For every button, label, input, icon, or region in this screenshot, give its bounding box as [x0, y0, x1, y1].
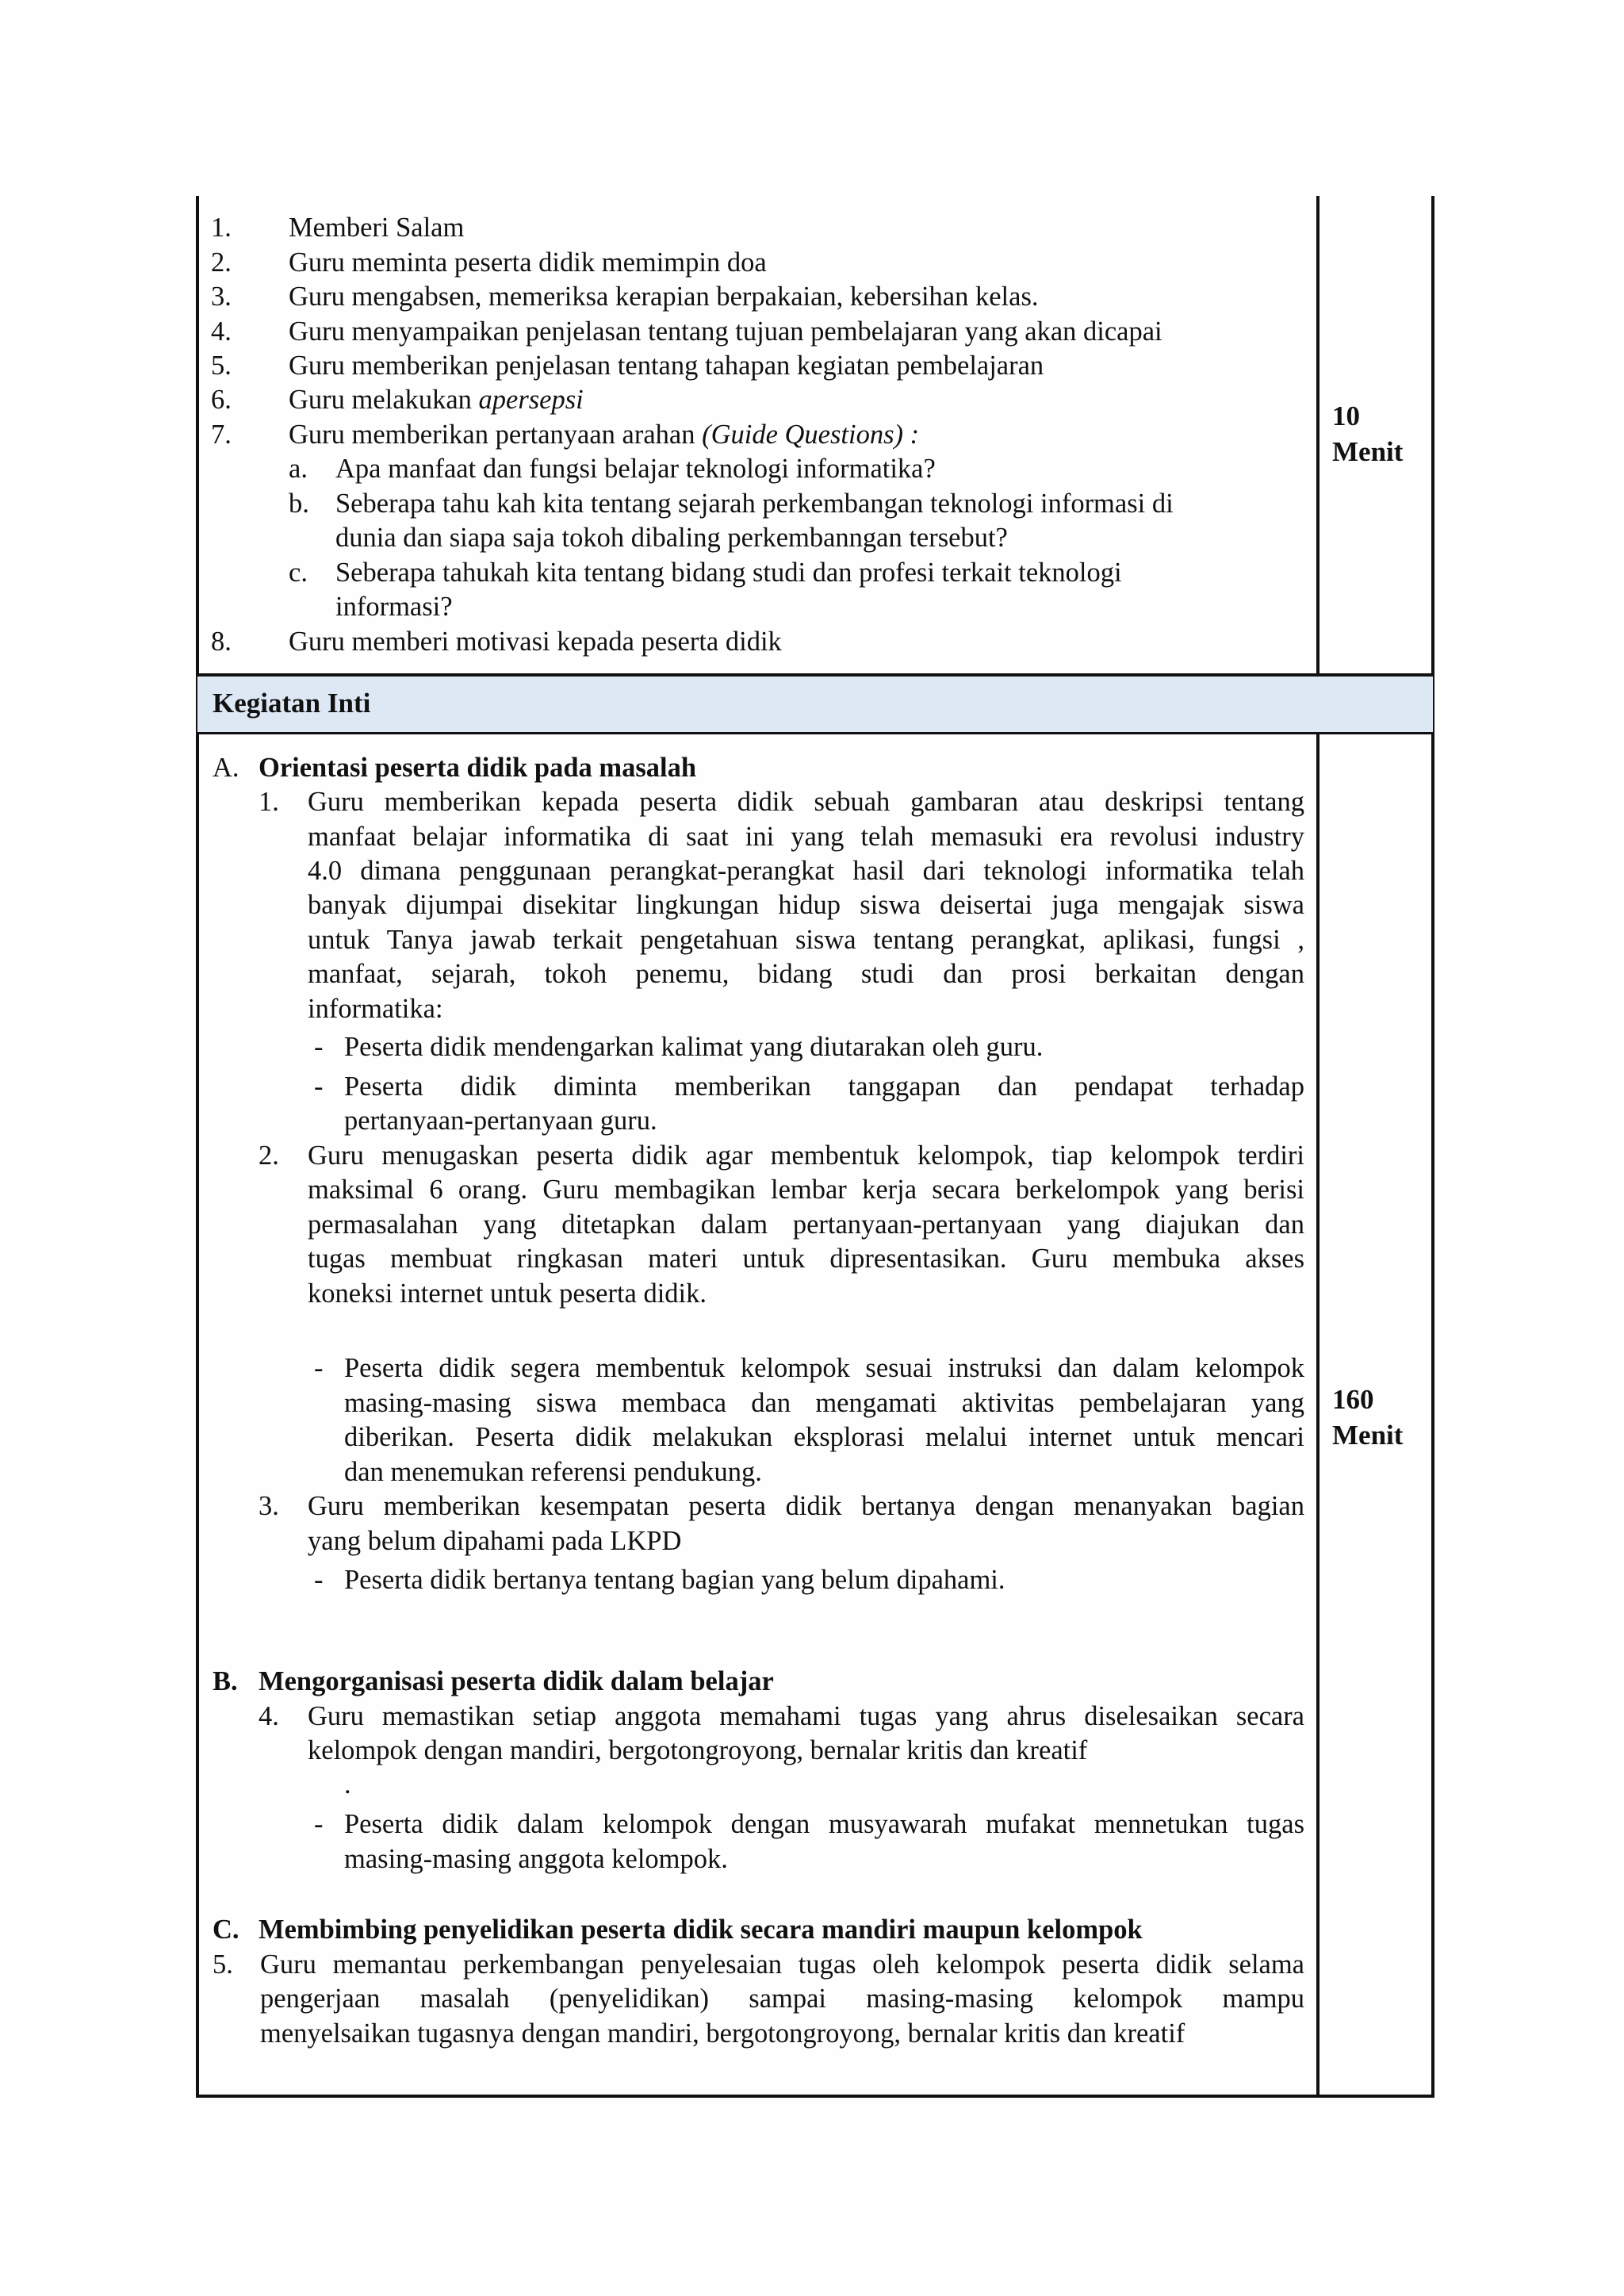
- bullet-text: Peserta didik bertanya tentang bagian yang belum dipahami.: [344, 1565, 1005, 1595]
- sublist-text: Seberapa tahu kah kita tentang sejarah perkembangan teknologi informasi di: [335, 489, 1174, 519]
- list-number: 3.: [211, 282, 232, 312]
- bullet-text: Peserta didik segera membentuk kelompok sesuai instruksi dan dalam kelompok: [344, 1353, 1304, 1383]
- kegiatan-inti-header-band: [197, 675, 1433, 734]
- sublist-text: dunia dan siapa saja tokoh dibaling perkembanngan tersebut?: [335, 523, 1008, 553]
- list-number: 2.: [211, 247, 232, 278]
- step-text-line: banyak dijumpai disekitar lingkungan hidup siswa deisertai juga mengajak siswa: [308, 890, 1304, 920]
- bullet-dash: -: [314, 1353, 324, 1383]
- step-text-line: untuk Tanya jawab terkait pengetahuan siswa tentang perangkat, aplikasi, fungsi ,: [308, 925, 1304, 955]
- list-item-text-plain: Guru melakukan: [289, 385, 479, 415]
- step-text-line: Guru memantau perkembangan penyelesaian tugas oleh kelompok peserta didik selama: [260, 1949, 1304, 1980]
- list-item-text: Guru mengabsen, memeriksa kerapian berpakaian, kebersihan kelas.: [289, 282, 1039, 312]
- step-text-line: kelompok dengan mandiri, bergotongroyong, bernalar kritis dan kreatif: [308, 1735, 1088, 1765]
- list-number: 5.: [211, 351, 232, 381]
- section-letter: B.: [213, 1666, 238, 1696]
- time-unit: Menit: [1332, 1420, 1404, 1451]
- sublist-letter: a.: [289, 454, 308, 484]
- step-text-line: Guru memberikan kesempatan peserta didik bertanya dengan menanyakan bagian: [308, 1491, 1304, 1521]
- bullet-dash: -: [314, 1071, 324, 1102]
- time-column-divider-bottom: [1316, 734, 1320, 2098]
- section-header-kegiatan-inti: Kegiatan Inti: [213, 688, 371, 719]
- time-column-divider-top: [1316, 196, 1320, 675]
- list-number: 7.: [211, 420, 232, 450]
- section-title: Mengorganisasi peserta didik dalam belajar: [259, 1666, 774, 1696]
- sublist-text: informasi?: [335, 592, 453, 622]
- step-number: 3.: [259, 1491, 279, 1521]
- bullet-text: dan menemukan referensi pendukung.: [344, 1457, 762, 1487]
- bullet-text: diberikan. Peserta didik melakukan eksplorasi melalui internet untuk mencari: [344, 1422, 1304, 1452]
- step-text-line: koneksi internet untuk peserta didik.: [308, 1278, 707, 1309]
- table-bottom-border: [196, 2095, 1434, 2098]
- section-letter: A.: [213, 753, 239, 783]
- step-text-line: Guru memberikan kepada peserta didik sebuah gambaran atau deskripsi tentang: [308, 787, 1304, 817]
- bullet-text: Peserta didik diminta memberikan tanggapan dan pendapat terhadap: [344, 1071, 1304, 1102]
- list-number: 4.: [211, 316, 232, 347]
- time-unit: Menit: [1332, 436, 1404, 467]
- step-text-line: maksimal 6 orang. Guru membagikan lembar kerja secara berkelompok yang berisi: [308, 1175, 1304, 1205]
- list-item-text-italic: apersepsi: [478, 385, 584, 415]
- step-number: 1.: [259, 787, 279, 817]
- table-left-border: [196, 196, 199, 2098]
- step-text-line: menyelsaikan tugasnya dengan mandiri, bergotongroyong, bernalar kritis dan kreatif: [260, 2018, 1185, 2049]
- sublist-letter: b.: [289, 489, 309, 519]
- bullet-dash: -: [314, 1032, 324, 1062]
- step-text-line: manfaat, sejarah, tokoh penemu, bidang studi dan prosi berkaitan dengan: [308, 959, 1304, 989]
- step-text-line: Guru menugaskan peserta didik agar membentuk kelompok, tiap kelompok terdiri: [308, 1140, 1304, 1171]
- sublist-text: Seberapa tahukah kita tentang bidang studi dan profesi terkait teknologi: [335, 558, 1122, 588]
- step-number: 4.: [259, 1701, 279, 1731]
- list-item-text: Guru memberi motivasi kepada peserta didik: [289, 627, 782, 657]
- step-text-line: yang belum dipahami pada LKPD: [308, 1526, 682, 1556]
- sublist-text: Apa manfaat dan fungsi belajar teknologi informatika?: [335, 454, 936, 484]
- list-item-text-plain: Guru memberikan pertanyaan arahan: [289, 420, 703, 450]
- bullet-text: masing-masing anggota kelompok.: [344, 1844, 728, 1874]
- bullet-text: Peserta didik mendengarkan kalimat yang diutarakan oleh guru.: [344, 1032, 1044, 1062]
- step-text-line: 4.0 dimana penggunaan perangkat-perangkat hasil dari teknologi informatika telah: [308, 856, 1304, 886]
- bullet-text: masing-masing siswa membaca dan mengamati aktivitas pembelajaran yang: [344, 1388, 1304, 1418]
- list-item-text: [289, 419, 919, 450]
- time-value: 160: [1332, 1384, 1374, 1415]
- section-title: Membimbing penyelidikan peserta didik secara mandiri maupun kelompok: [259, 1915, 1143, 1945]
- list-item-text-italic: (Guide Questions) :: [702, 420, 920, 450]
- step-text-line: permasalahan yang ditetapkan dalam pertanyaan-pertanyaan yang diajukan dan: [308, 1209, 1304, 1240]
- section-title: Orientasi peserta didik pada masalah: [259, 753, 697, 783]
- list-number: 1.: [211, 213, 232, 243]
- table-right-border: [1431, 196, 1434, 2098]
- list-item-text: Guru memberikan penjelasan tentang tahapan kegiatan pembelajaran: [289, 351, 1044, 381]
- time-value: 10: [1332, 401, 1360, 431]
- header-top-border: [196, 673, 1434, 677]
- bullet-dash: -: [314, 1565, 324, 1595]
- list-item-text: Guru menyampaikan penjelasan tentang tujuan pembelajaran yang akan dicapai: [289, 316, 1162, 347]
- list-item-text: Memberi Salam: [289, 213, 465, 243]
- step-text-line: informatika:: [308, 994, 443, 1024]
- list-number: 6.: [211, 385, 232, 415]
- bullet-dash: -: [314, 1809, 324, 1839]
- step-text-line: tugas membuat ringkasan materi untuk dipresentasikan. Guru membuka akses: [308, 1244, 1304, 1274]
- bullet-text: pertanyaan-pertanyaan guru.: [344, 1106, 657, 1136]
- step-text-line: pengerjaan masalah (penyelidikan) sampai masing-masing kelompok mampu: [260, 1984, 1304, 2014]
- list-number: 8.: [211, 627, 232, 657]
- step-text-line: manfaat belajar informatika di saat ini yang telah memasuki era revolusi industry: [308, 822, 1304, 852]
- sublist-letter: c.: [289, 558, 308, 588]
- section-letter: C.: [213, 1915, 239, 1945]
- bullet-text: Peserta didik dalam kelompok dengan musyawarah mufakat mennetukan tugas: [344, 1809, 1304, 1839]
- step-number: 2.: [259, 1140, 279, 1171]
- stray-dot: .: [344, 1769, 351, 1800]
- list-item-text: [289, 384, 584, 416]
- header-bottom-border: [196, 732, 1434, 734]
- step-text-line: Guru memastikan setiap anggota memahami tugas yang ahrus diselesaikan secara: [308, 1701, 1304, 1731]
- list-item-text: Guru meminta peserta didik memimpin doa: [289, 247, 767, 278]
- step-number: 5.: [213, 1949, 233, 1980]
